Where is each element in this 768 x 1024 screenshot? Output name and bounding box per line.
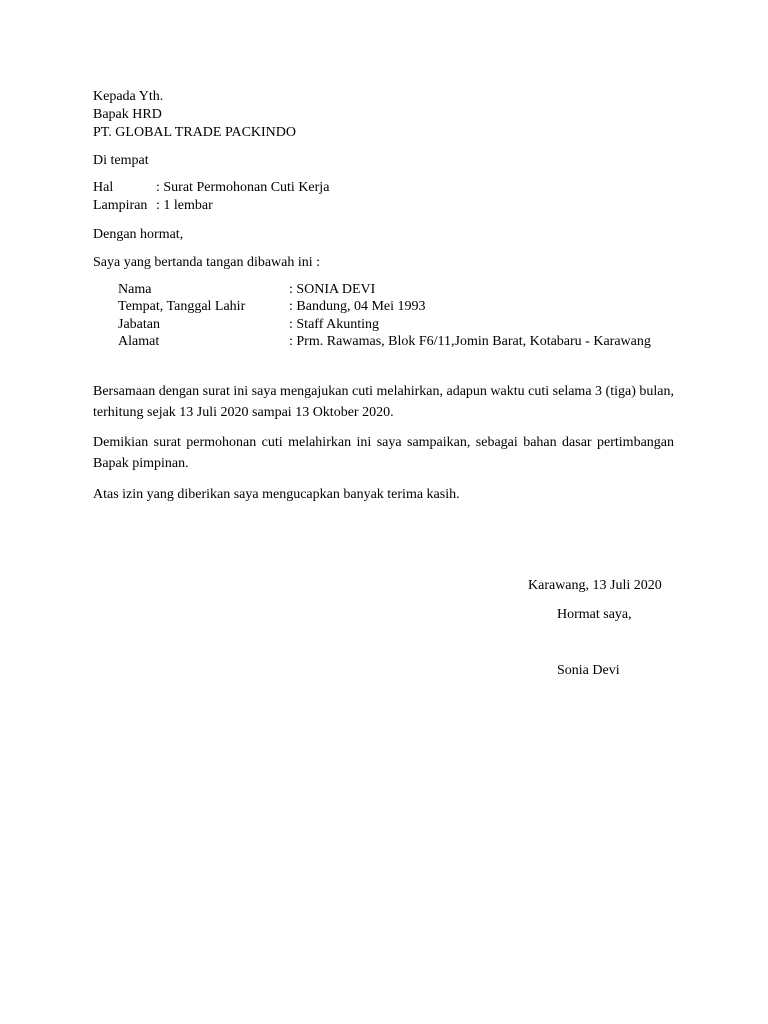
subject-lampiran-value: : 1 lembar [156, 198, 213, 213]
identity-value-ttl: : Bandung, 04 Mei 1993 [289, 299, 426, 314]
closing-place-date: Karawang, 13 Juli 2020 [528, 578, 662, 593]
recipient-line-1: Kepada Yth. [93, 89, 164, 104]
identity-value-jabatan: : Staff Akunting [289, 317, 379, 332]
identity-value-alamat: : Prm. Rawamas, Blok F6/11,Jomin Barat, Kotabaru - Karawang [289, 334, 651, 349]
recipient-company: PT. GLOBAL TRADE PACKINDO [93, 125, 297, 140]
signer-name: Sonia Devi [557, 663, 620, 678]
recipient-place: Di tempat [93, 153, 149, 168]
subject-lampiran-label: Lampiran [93, 198, 148, 213]
identity-label-nama: Nama [118, 282, 152, 297]
intro-text: Saya yang bertanda tangan dibawah ini : [93, 255, 321, 270]
identity-label-ttl: Tempat, Tanggal Lahir [118, 299, 246, 314]
identity-value-nama: : SONIA DEVI [289, 282, 376, 297]
salutation: Dengan hormat, [93, 227, 184, 242]
body-paragraph-1: Bersamaan dengan surat ini saya mengajukan cuti melahirkan, adapun waktu cuti selama 3 (tiga) bulan, terhitung sejak 13 Juli 2020 sampai 13 Oktober 2020. [93, 384, 674, 420]
closing-regards: Hormat saya, [557, 607, 632, 622]
identity-label-jabatan: Jabatan [118, 317, 160, 332]
body-paragraph-3: Atas izin yang diberikan saya mengucapkan banyak terima kasih. [93, 487, 460, 502]
body-paragraph-2: Demikian surat permohonan cuti melahirkan ini saya sampaikan, sebagai bahan dasar pertimbangan Bapak pimpinan. [93, 435, 674, 471]
subject-hal-label: Hal [93, 180, 114, 195]
recipient-line-2: Bapak HRD [93, 107, 162, 122]
subject-hal-value: : Surat Permohonan Cuti Kerja [156, 180, 330, 195]
identity-label-alamat: Alamat [118, 334, 160, 349]
